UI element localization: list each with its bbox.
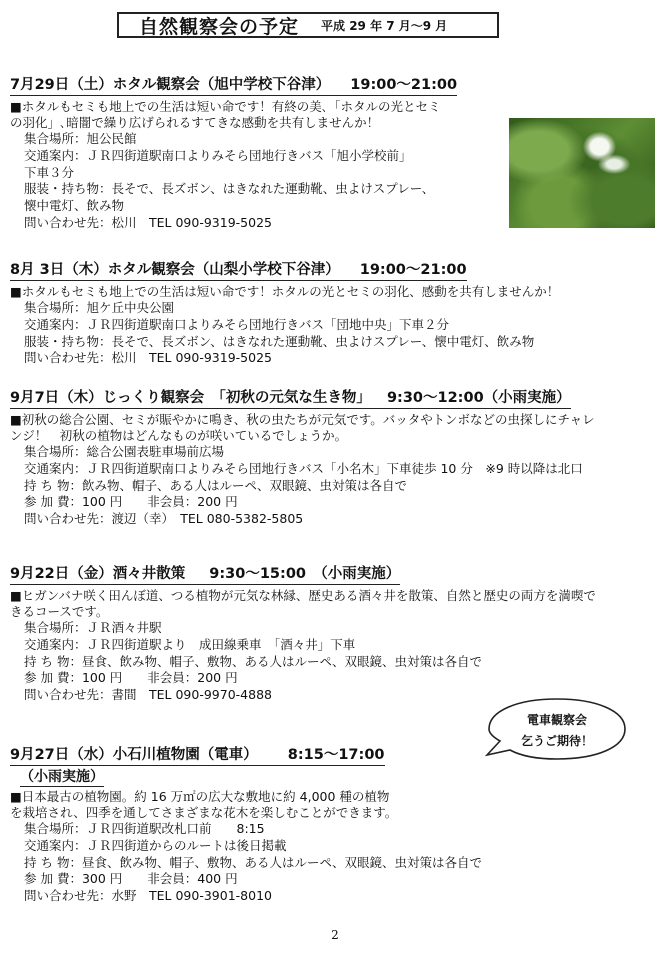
fee: 参 加 費：100 円 非会員：200 円 <box>24 494 238 510</box>
description-line: ■日本最古の植物園。約 16 万㎡の広大な敷地に約 4,000 種の植物 <box>10 789 390 804</box>
items-to-bring: 持 ち 物：飲み物、帽子、ある人はルーペ、双眼鏡、虫対策は各自で <box>24 477 407 493</box>
contact-info: 問い合わせ先：松川 TEL 090-9319-5025 <box>24 214 272 230</box>
bubble-line-2: 乞うご期待！ <box>520 734 593 748</box>
fee: 参 加 費：100 円 非会員：200 円 <box>24 670 238 686</box>
description-line: ンジ！ 初秋の植物はどんなものが咲いているでしょうか。 <box>10 428 348 443</box>
event-title: 9月22日（金）酒々井散策 <box>10 566 186 582</box>
event-title: 9月7日（木）じっくり観察会 「初秋の元気な生き物」 <box>10 390 371 406</box>
event-details <box>24 444 660 528</box>
event-title: 8月 3日（木）ホタル観察会（山梨小学校下谷津） <box>10 262 340 278</box>
items-to-bring: 持 ち 物：昼食、飲み物、帽子、敷物、ある人はルーペ、双眼鏡、虫対策は各自で <box>24 854 482 870</box>
description-line: の羽化」､暗闇で繰り広げられるすてきな感動を共有しませんか！ <box>10 115 380 130</box>
meeting-place: 集合場所：旭ケ丘中央公園 <box>24 300 175 315</box>
event-title: 7月29日（土）ホタル観察会（旭中学校下谷津） <box>10 77 331 93</box>
items-to-bring: 服装・持ち物：長そで、長ズボン、はきなれた運動靴、虫よけスプレー、懐中電灯、飲み物 <box>24 333 535 349</box>
description-line: ■ヒガンバナ咲く田んぼ道、つる植物が元気な林縁、歴史ある酒々井を散策、自然と歴史の両方を満喫で <box>10 588 596 603</box>
bubble-line-1: 電車観察会 <box>526 713 587 727</box>
event-description <box>10 284 660 300</box>
event-heading <box>10 261 467 281</box>
contact-info: 問い合わせ先：渡辺（幸） TEL 080-5382-5805 <box>24 511 304 527</box>
items-to-bring: 持 ち 物：昼食、飲み物、帽子、敷物、ある人はルーペ、双眼鏡、虫対策は各自で <box>24 653 482 669</box>
fee: 参 加 費：300 円 非会員：400 円 <box>24 871 238 887</box>
meeting-place: 集合場所：ＪＲ酒々井駅 <box>24 620 162 635</box>
flower-photo <box>509 118 655 228</box>
items-to-bring-cont: 懐中電灯、飲み物 <box>24 198 125 214</box>
contact-info: 問い合わせ先：書間 TEL 090-9970-4888 <box>24 687 272 703</box>
event-details <box>24 620 660 704</box>
event-heading <box>10 565 400 585</box>
transport-info-cont: 下車３分 <box>24 164 75 180</box>
event-2 <box>10 259 660 367</box>
description-line: ■ホタルもセミも地上での生活は短い命です！ホタルの光とセミの羽化、感動を共有しませんか！ <box>10 284 560 299</box>
event-rain-note: （小雨実施） <box>20 769 104 785</box>
event-heading <box>10 76 457 96</box>
description-line: を栽培され、四季を通してさまざまな花木を楽しむことができます。 <box>10 805 398 820</box>
event-4 <box>10 563 660 704</box>
transport-info: 交通案内：ＪＲ四街道駅南口よりみそら団地行きバス「旭小学校前」 <box>24 147 412 163</box>
event-details <box>24 300 660 367</box>
transport-info: 交通案内：ＪＲ四街道駅南口よりみそら団地行きバス「団地中央」下車２分 <box>24 316 450 332</box>
meeting-place: 集合場所：ＪＲ四街道駅改札口前 8:15 <box>24 821 265 836</box>
transport-info: 交通案内：ＪＲ四街道駅より 成田線乗車 「酒々井」下車 <box>24 636 356 652</box>
event-details <box>24 821 660 905</box>
transport-info: 交通案内：ＪＲ四街道からのルートは後日掲載 <box>24 837 287 853</box>
event-time: 9:30～12:00（小雨実施） <box>386 390 571 406</box>
description-line: ■初秋の総合公園、セミが賑やかに鳴き、秋の虫たちが元気です。バッタやトンボなどの虫探しにチャレ <box>10 412 595 427</box>
contact-info: 問い合わせ先：水野 TEL 090-3901-8010 <box>24 888 272 904</box>
event-time: 8:15～17:00 <box>287 747 385 763</box>
event-time: 19:00～21:00 <box>350 77 458 93</box>
description-line: きるコースです。 <box>10 604 109 619</box>
event-5 <box>10 744 660 905</box>
description-line: ■ホタルもセミも地上での生活は短い命です！有終の美､「ホタルの光とセミ <box>10 99 441 114</box>
event-time: 19:00～21:00 <box>359 262 467 278</box>
event-description <box>10 588 660 620</box>
page-title-box <box>117 12 499 38</box>
event-description <box>10 789 660 821</box>
transport-info: 交通案内：ＪＲ四街道駅南口よりみそら団地行きバス「小名木」下車徒歩 10 分 ※9 時以降は北口 <box>24 460 583 476</box>
meeting-place: 集合場所：総合公園表駐車場前広場 <box>24 444 225 459</box>
event-description <box>10 412 660 444</box>
page-title: 自然観察会の予定 <box>139 15 300 38</box>
meeting-place: 集合場所：旭公民館 <box>24 131 137 146</box>
event-title: 9月27日（水）小石川植物園（電車） <box>10 747 258 763</box>
event-heading <box>10 389 571 409</box>
event-heading <box>10 746 385 766</box>
event-3 <box>10 387 660 528</box>
event-time: 9:30～15:00 （小雨実施） <box>209 566 401 582</box>
page-number: 2 <box>331 928 339 942</box>
contact-info: 問い合わせ先：松川 TEL 090-9319-5025 <box>24 350 272 366</box>
items-to-bring: 服装・持ち物：長そで、長ズボン、はきなれた運動靴、虫よけスプレー、 <box>24 181 435 197</box>
schedule-period: 平成 29 年 7 月～9 月 <box>321 18 448 33</box>
